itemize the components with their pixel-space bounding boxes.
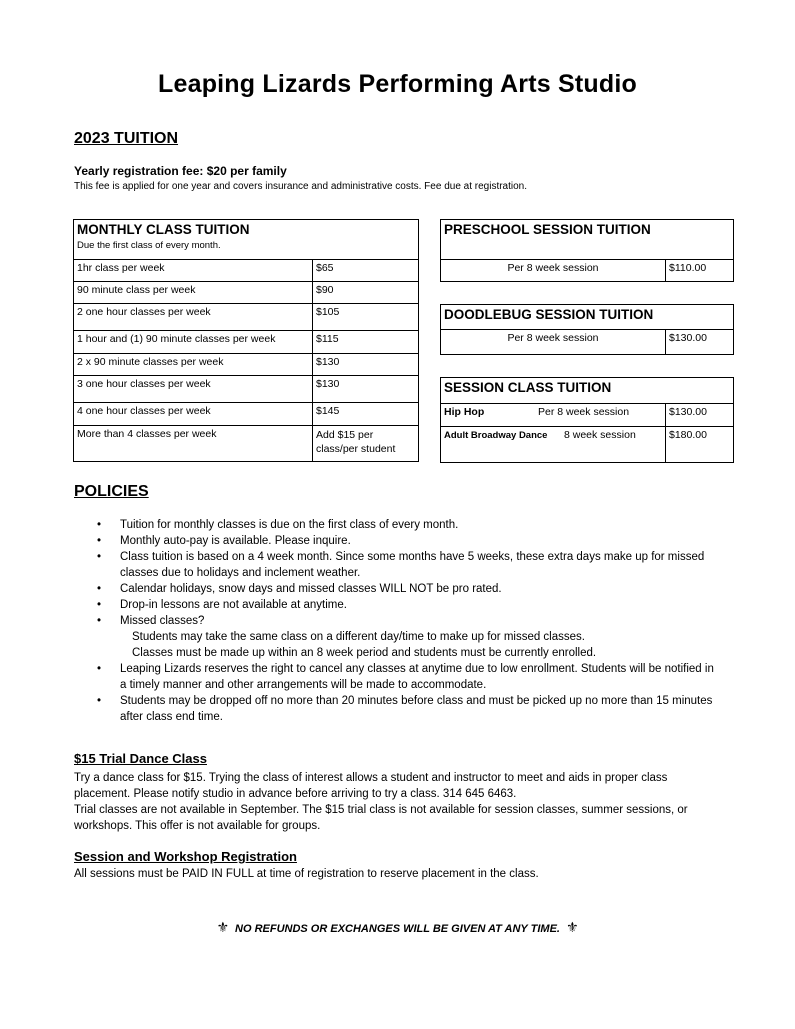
monthly-tuition-table (73, 219, 419, 462)
policy-text: Monthly auto-pay is available. Please inquire. (120, 535, 351, 547)
monthly-row-label: 1hr class per week (74, 260, 313, 282)
session-class-name: Hip Hop (444, 406, 485, 418)
preschool-session-label: Per 8 week session (441, 260, 666, 282)
policy-text: Calendar holidays, snow days and missed classes WILL NOT be pro rated. (120, 583, 502, 595)
table-row (74, 282, 419, 304)
doodlebug-session-label: Per 8 week session (441, 330, 666, 355)
table-row (74, 376, 419, 403)
monthly-row-price: $65 (313, 260, 419, 282)
session-class-label: 8 week session (564, 429, 636, 441)
workshop-heading: Session and Workshop Registration (74, 849, 297, 864)
list-item (97, 533, 717, 549)
session-title: SESSION CLASS TUITION (441, 378, 734, 404)
bullet-icon: • (97, 615, 102, 627)
table-row (441, 404, 734, 427)
table-row (441, 260, 734, 282)
workshop-text: All sessions must be PAID IN FULL at time of registration to reserve placement in the class. (74, 868, 539, 880)
monthly-row-price: $115 (313, 331, 419, 354)
preschool-price: $110.00 (666, 260, 734, 282)
monthly-subtitle: Due the first class of every month. (77, 240, 221, 251)
monthly-row-price: $130 (313, 354, 419, 376)
monthly-row-price: Add $15 per class/per student (313, 426, 419, 462)
doodlebug-price: $130.00 (666, 330, 734, 355)
monthly-row-price: $130 (313, 376, 419, 403)
session-class-name: Adult Broadway Dance (444, 430, 548, 441)
preschool-title: PRESCHOOL SESSION TUITION (441, 220, 734, 260)
refunds-text: NO REFUNDS OR EXCHANGES WILL BE GIVEN AT ANY TIME. (235, 923, 560, 935)
bullet-icon: • (97, 519, 102, 531)
monthly-row-price: $90 (313, 282, 419, 304)
monthly-row-price: $145 (313, 403, 419, 426)
missed-sub-item: Students may take the same class on a different day/time to make up for missed classes. (132, 631, 585, 643)
table-row (74, 403, 419, 426)
list-item (97, 581, 717, 597)
bullet-icon: • (97, 663, 102, 675)
bullet-icon: • (97, 583, 102, 595)
refunds-notice (0, 919, 795, 936)
policies-list (97, 517, 717, 725)
session-row (441, 427, 666, 463)
policy-text: Missed classes? (120, 615, 205, 627)
table-row (74, 260, 419, 282)
trial-text-line1: Try a dance class for $15. Trying the class of interest allows a student and instructor to meet and aids in proper class placement. Please notify studio in advance before arriving to try a class. 314 645 6463. (74, 772, 668, 800)
table-row (441, 427, 734, 463)
registration-fee: Yearly registration fee: $20 per family (74, 164, 287, 178)
table-row (74, 354, 419, 376)
fleur-de-lis-icon: ⚜ (216, 919, 230, 935)
list-item (97, 549, 717, 581)
list-item (97, 661, 717, 693)
table-row (74, 426, 419, 462)
monthly-header (74, 220, 419, 260)
session-row (441, 404, 666, 427)
list-item (97, 517, 717, 533)
monthly-row-label: 2 one hour classes per week (74, 304, 313, 331)
table-row (74, 304, 419, 331)
bullet-icon: • (97, 535, 102, 547)
list-item (97, 597, 717, 613)
list-item (97, 613, 717, 661)
trial-text-line2: Trial classes are not available in September. The $15 trial class is not available for session classes, summer sessions, or workshops. This offer is not available for groups. (74, 804, 688, 832)
preschool-tuition-table (440, 219, 734, 282)
doodlebug-tuition-table (440, 304, 734, 355)
monthly-title: MONTHLY CLASS TUITION (77, 222, 250, 237)
monthly-row-price: $105 (313, 304, 419, 331)
session-class-label: Per 8 week session (538, 406, 630, 418)
policy-text: Tuition for monthly classes is due on the first class of every month. (120, 519, 459, 531)
monthly-row-label: 2 x 90 minute classes per week (74, 354, 313, 376)
registration-note: This fee is applied for one year and covers insurance and administrative costs. Fee due at registration. (74, 181, 528, 192)
policy-text: Leaping Lizards reserves the right to cancel any classes at anytime due to low enrollment. Students will be notified in a timely manner and other arrangements will be made to accommodate. (120, 663, 714, 691)
session-class-price: $130.00 (666, 404, 734, 427)
session-tuition-table (440, 377, 734, 463)
list-item (97, 693, 717, 725)
monthly-row-label: 4 one hour classes per week (74, 403, 313, 426)
page-title: Leaping Lizards Performing Arts Studio (158, 70, 637, 98)
bullet-icon: • (97, 599, 102, 611)
tuition-heading: 2023 TUITION (74, 130, 179, 147)
table-row (441, 330, 734, 355)
monthly-row-label: More than 4 classes per week (74, 426, 313, 462)
monthly-row-label: 3 one hour classes per week (74, 376, 313, 403)
fleur-de-lis-icon: ⚜ (565, 919, 579, 935)
bullet-icon: • (97, 551, 102, 563)
trial-heading: $15 Trial Dance Class (74, 751, 207, 766)
trial-text (74, 770, 714, 834)
table-row (74, 331, 419, 354)
policy-text: Students may be dropped off no more than 20 minutes before class and must be picked up no more than 15 minutes after class end time. (120, 695, 713, 723)
bullet-icon: • (97, 695, 102, 707)
policy-text: Drop-in lessons are not available at anytime. (120, 599, 347, 611)
policies-heading: POLICIES (74, 483, 149, 500)
monthly-row-label: 1 hour and (1) 90 minute classes per week (74, 331, 313, 354)
policy-text: Class tuition is based on a 4 week month. Since some months have 5 weeks, these extra days make up for missed classes due to holidays and inclement weather. (120, 551, 705, 579)
missed-sub-item: Classes must be made up within an 8 week period and students must be currently enrolled. (132, 647, 597, 659)
doodlebug-title: DOODLEBUG SESSION TUITION (441, 305, 734, 330)
session-class-price: $180.00 (666, 427, 734, 463)
monthly-row-label: 90 minute class per week (74, 282, 313, 304)
